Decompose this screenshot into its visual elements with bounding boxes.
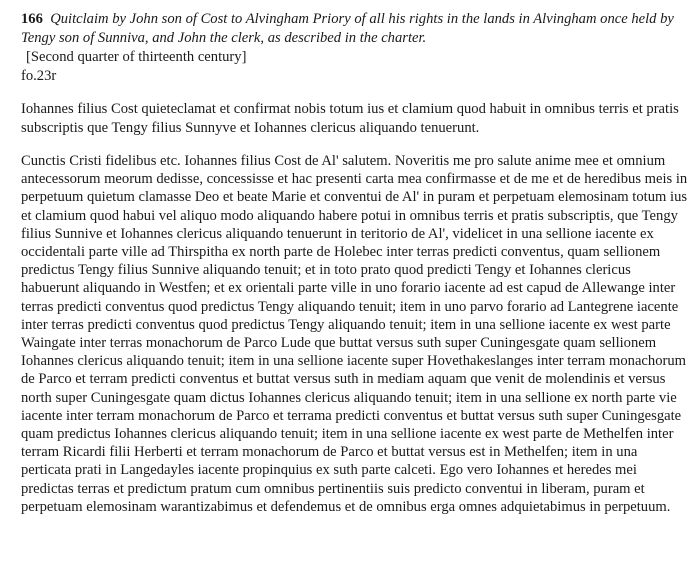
entry-folio: fo.23r <box>21 68 57 84</box>
entry-heading <box>21 10 689 48</box>
entry-title: Quitclaim by John son of Cost to Alvingham Priory of all his rights in the lands in Alvingham once held by Tengy son of Sunniva, and John the clerk, as described in the charter. <box>21 11 674 46</box>
charter-paragraph: Cunctis Cristi fidelibus etc. Iohannes filius Cost de Al' salutem. Noveritis me pro salute anime mee et omnium antecessorum meorum dedisse, concessisse et hac presenti carta mea confirmasse et de me et de heredibus meis in perpetuum quietum clamasse Deo et beate Marie et conventui de Al' in puram et perpetuam elemosinam totum ius et clamium quod habui vel aliquo modo aliquando habere potui in omnibus terris et pratis subscriptis, que Tengy filius Sunnive et Iohannes clericus aliquando tenuerunt in teritorio de Al', videlicet in una sellione iacente ex occidentali parte ville ad Thirspitha ex north parte de Holebec inter terras predicti conventus, quam sellionem predictus Tengy filius Sunnive aliquando tenuit; et in toto prato quod predicti Tengy et Iohannes clericus habuerunt aliquando in Westfen; et ex orientali parte ville in uno forario iacente ad est capud de Allewange inter terras predicti conventus quod predictus Tengy aliquando tenuit; item in uno parvo forario ad Lantegrene iacente inter terras predicti conventus quod predictus Tengy aliquando tenuit; item in una sellione iacente ex west parte Waingate inter terras monachorum de Parco Lude que buttat versus suth super Cuningesgate quam sellionem Iohannes clericus aliquando tenuit; item in una sellione iacente super Hovethakeslanges inter terram monachorum de Parco et terram predicti conventus et buttat versus suth in mediam aquam que venit de molendinis et versus north super Cuningesgate quam dictus Iohannes clericus aliquando tenuit; item in una sellione ex north parte vie iacente inter terram monachorum de Parco et terrama predicti conventus et buttat versus suth super Cuningesgate quam predictus Iohannes clericus aliquando tenuit; item in una sellione iacente ex west parte de Methelfen inter terram Ricardi filii Herberti et terram monachorum de Parco et buttat versus est in Methelfen; item in una perticata prati in Langedayles iacente propinquius ex suth parte calceti. Ego vero Iohannes et heredes mei predictas terras et predictum pratum cum omnibus pertinentiis suis predicto conventui in liberam, puram et perpetuam elemosinam warantizabimus et defendemus et de omnibus erga omnes adquietabimus in perpetuum. <box>21 153 688 515</box>
document-page <box>21 10 689 516</box>
entry-number: 166 <box>21 11 43 27</box>
summary-paragraph: Iohannes filius Cost quieteclamat et confirmat nobis totum ius et clamium quod habuit in omnibus terris et pratis subscriptis que Tengy filius Sunnyve et Iohannes clericus aliquando tenuerunt. <box>21 101 679 136</box>
entry-date: [Second quarter of thirteenth century] <box>26 49 247 65</box>
